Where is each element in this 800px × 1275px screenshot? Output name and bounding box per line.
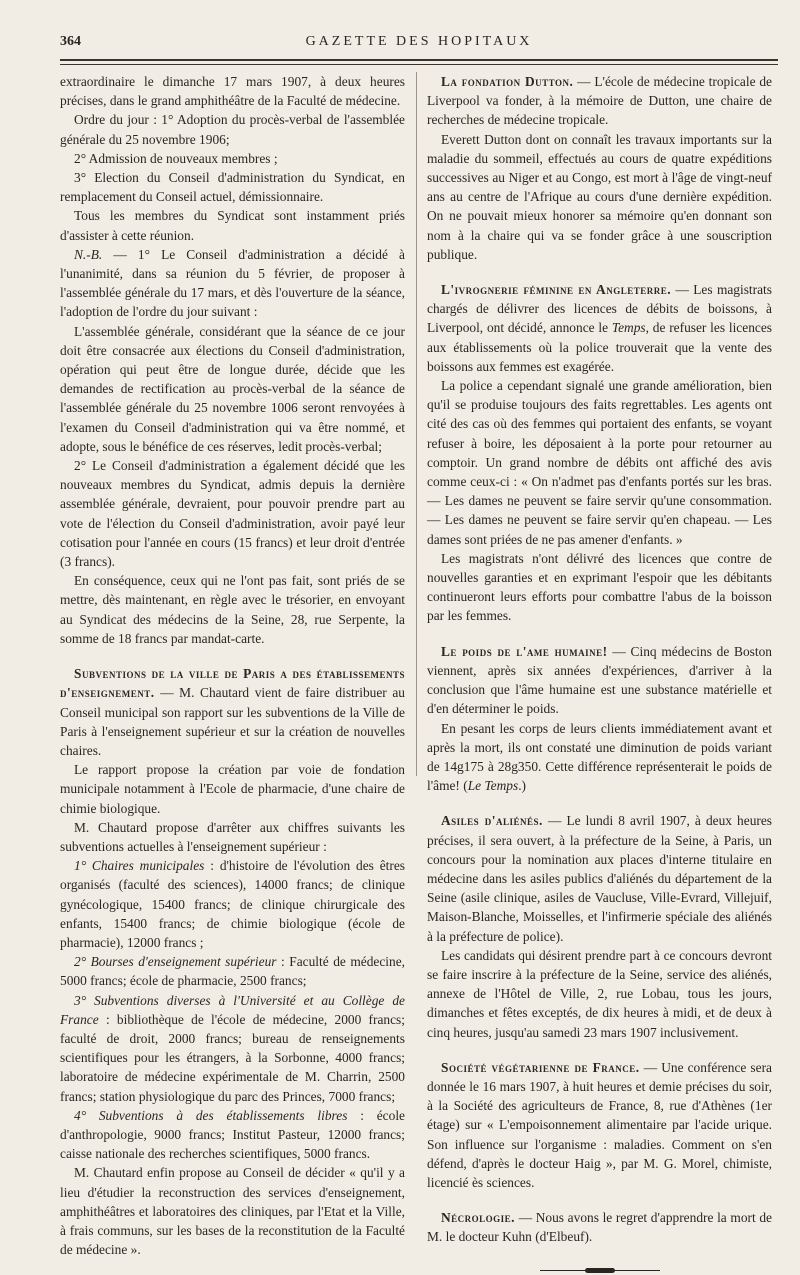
right-column	[427, 72, 772, 1275]
paragraph: L'assemblée générale, considérant que la séance de ce jour doit être consacrée aux élections du Conseil d'administration, opération qui peut être de longue durée, décide que les demandes de rectification au procès-verbal de la séance de l'assemblée générale du 25 novembre 1006 seront renvoyées à l'examen du Conseil d'administration qui va être nommé, et adopte, sous le bénéfice de ces réserves, ledit procès-verbal;	[60, 323, 405, 454]
section-title: Asiles d'aliénés.	[441, 813, 543, 829]
section-subventions: Subventions de la ville de Paris a des établissements d'enseignement. — M. Chautard vient de faire distribuer au Conseil municipal son rapport sur les subventions de la Ville de Paris à l'enseignement supérieur et sur la création de nouvelles chaires.	[60, 666, 405, 758]
list-item: 3° Subventions diverses à l'Université et au Collège de France : bibliothèque de l'école de médecine, 2000 francs; faculté de droit, 2000 francs; bureau de renseignements scientifiques pour les étrangers, à la Sorbonne, 4000 francs; laboratoire de médecine expérimentale de M. Charrin, 2500 francs; station physiologique du parc des Princes, 7000 francs;	[60, 992, 405, 1104]
paragraph: Les candidats qui désirent prendre part à ce concours devront se faire inscrire à la préfecture de la Seine, service des aliénés, annexe de l'Hôtel de Ville, 2, rue Lobau, tous les jours, dimanches et fêtes exceptés, de dix heures à midi, et de deux à cinq heures, jusqu'au samedi 23 mars 1907 inclusivement.	[427, 947, 772, 1040]
nb-label: N.-B.	[74, 246, 103, 262]
journal-title: GAZETTE DES HOPITAUX	[305, 34, 533, 49]
column-divider	[416, 72, 417, 776]
paragraph: La police a cependant signalé une grande amélioration, bien qu'il se produise toujours des faits regrettables. Les agents ont cité des cas où des femmes qui portaient des enfants, se voyant refuser à boire, les déposaient à la porte pour retourner au comptoir. Un grand nombre de débits ont affiché des avis comme ceux-ci : « On n'admet pas d'enfants portés sur les bras. — Les dames ne peuvent se faire servir qu'une consommation. — Les dames ne peuvent se faire servir qu'en chapeau. — Les dames sont priées de ne pas amener d'enfants. »	[427, 378, 772, 547]
page-header	[60, 34, 778, 56]
header-rule	[60, 59, 778, 61]
section-title: La fondation Dutton.	[441, 74, 574, 89]
left-column	[60, 72, 405, 1259]
section-asiles: Asiles d'aliénés. — Le lundi 8 avril 1907, à deux heures précises, il sera ouvert, à la préfecture de la Seine, à Paris, un concours pour la nomination aux places d'interne titulaire en médecine dans les asiles publics d'aliénés du département de la Seine (asile clinique, asiles de Vaucluse, Ville-Evrard, Villejuif, Maison-Blanche, Moisselles, et l'infirmerie spéciale des aliénés à la préfecture de police).	[427, 813, 773, 944]
paragraph: M. Chautard enfin propose au Conseil de décider « qu'il y a lieu d'étudier la reconstruction des services d'enseignement, amphithéâtres et laboratoires des cliniques, par l'Etat et la Ville, à frais communs, sur les bases de la reconstitution de la Faculté de médecine ».	[60, 1165, 405, 1258]
section-poids-ame: Le poids de l'ame humaine! — Cinq médecins de Boston viennent, après six années d'expériences, d'arriver à la conclusion que l'âme humaine est une substance matérielle et d'en déterminer le poids.	[427, 643, 772, 717]
header-rule-thin	[60, 64, 778, 65]
paragraph: Everett Dutton dont on connaît les travaux importants sur la maladie du sommeil, effectués au cours de quatre expéditions successives au Niger et au Congo, est mort à l'âge de vingt-neuf ans au centre de l'Afrique au cours d'une dernière expédition. On ne pouvait mieux honorer sa mémoire qu'en donnant son nom à la chaire qui va se fonder grâce à une souscription publique.	[427, 131, 772, 262]
section-necrologie: Nécrologie. — Nous avons le regret d'apprendre la mort de M. le docteur Kuhn (d'Elbeuf).	[427, 1210, 772, 1245]
page-number: 364	[60, 34, 81, 49]
paragraph: Tous les membres du Syndicat sont instamment priés d'assister à cette réunion.	[60, 208, 405, 243]
list-item: 4° Subventions à des établissements libres : école d'anthropologie, 9000 francs; Institut Pasteur, 12000 francs; caisse nationale des recherches scientifiques, 5000 francs.	[60, 1107, 405, 1162]
section-title: Nécrologie.	[441, 1210, 516, 1226]
list-item: 1° Chaires municipales : d'histoire de l'évolution des êtres organisés (faculté des sciences), 14000 francs; de clinique gynécologique, 15400 francs; de clinique chirurgicale des enfants, 15400 francs; de chimie biologique (école de pharmacie), 12000 francs ;	[60, 858, 405, 950]
section-title: Subventions de la ville de Paris a des établissements d'enseignement.	[60, 666, 405, 701]
paragraph: extraordinaire le dimanche 17 mars 1907, à deux heures précises, dans le grand amphithéâtre de la Faculté de médecine.	[60, 74, 405, 109]
paragraph: M. Chautard propose d'arrêter aux chiffres suivants les subventions actuelles à l'enseignement supérieur :	[60, 819, 405, 854]
paragraph: 2° Admission de nouveaux membres ;	[74, 150, 278, 166]
paragraph: Ordre du jour : 1° Adoption du procès-verbal de l'assemblée générale du 25 novembre 1906;	[60, 112, 405, 147]
section-title: Société végétarienne de France.	[441, 1059, 640, 1075]
section-ivrognerie: L'ivrognerie féminine en Angleterre. — Les magistrats chargés de délivrer des licences de débits de boissons, à Liverpool, ont décidé, annonce le Temps, de refuser les licences aux établissements où la police trouverait que la vente des boissons aux femmes est exagérée.	[427, 282, 772, 374]
paragraph: En conséquence, ceux qui ne l'ont pas fait, sont priés de se mettre, dès maintenant, en règle avec le trésorier, en envoyant au Syndicat des médecins de la Seine, 28, rue Serpente, la somme de 18 francs par mandat-carte.	[60, 573, 405, 646]
paragraph: Les magistrats n'ont délivré des licences que contre de nouvelles garanties et en exprimant l'espoir que les débitants continueront leurs efforts pour combattre l'abus de la boisson par les femmes.	[427, 550, 772, 624]
section-vegetarienne: Société végétarienne de France. — Une conférence sera donnée le 16 mars 1907, à huit heures et demie précises du soir, à la Société des agriculteurs de France, 8, rue d'Athènes (1er étage) sur « L'empoisonnement alimentaire par l'acide urique. Son influence sur l'organisme : maladies. Comment on s'en défend, d'après le docteur Haig », par M. G. Morel, chimiste, licencié ès sciences.	[427, 1059, 772, 1190]
paragraph: 3° Election du Conseil d'administration du Syndicat, en remplacement du Conseil actuel, démissionnaire.	[60, 170, 405, 205]
section-title: L'ivrognerie féminine en Angleterre.	[441, 282, 672, 298]
paragraph: En pesant les corps de leurs clients immédiatement avant et après la mort, ils ont constaté une diminution de poids variant de 14g175 à 28g350. Cette différence représenterait le poids de l'âme! (Le Temps.)	[427, 720, 772, 794]
paragraph: Le rapport propose la création par voie de fondation municipale notamment à l'Ecole de pharmacie, d'une chaire de chimie biologique.	[60, 762, 405, 816]
section-dutton: La fondation Dutton. — L'école de médecine tropicale de Liverpool va fonder, à la mémoire de Dutton, une chaire de recherches de médecine tropicale.	[427, 74, 772, 128]
end-ornament	[540, 1267, 660, 1275]
paragraph: 2° Le Conseil d'administration a également décidé que les nouveaux membres du Syndicat, admis depuis la dernière assemblée générale, devraient, pour pouvoir prendre part au vote de l'élection du Conseil d'administration, avoir payé leur cotisation pour l'année en cours (15 francs) et leur droit d'entrée (3 francs).	[60, 458, 405, 570]
list-item: 2° Bourses d'enseignement supérieur : Faculté de médecine, 5000 francs; école de pharmacie, 2500 francs;	[60, 954, 405, 989]
section-title: Le poids de l'ame humaine!	[441, 643, 608, 659]
nota-bene: N.-B. — 1° Le Conseil d'administration a décidé à l'unanimité, dans sa réunion du 5 février, de proposer à l'assemblée générale du 17 mars, et dès l'ouverture de la séance, l'adoption de l'ordre du jour suivant :	[60, 246, 405, 320]
